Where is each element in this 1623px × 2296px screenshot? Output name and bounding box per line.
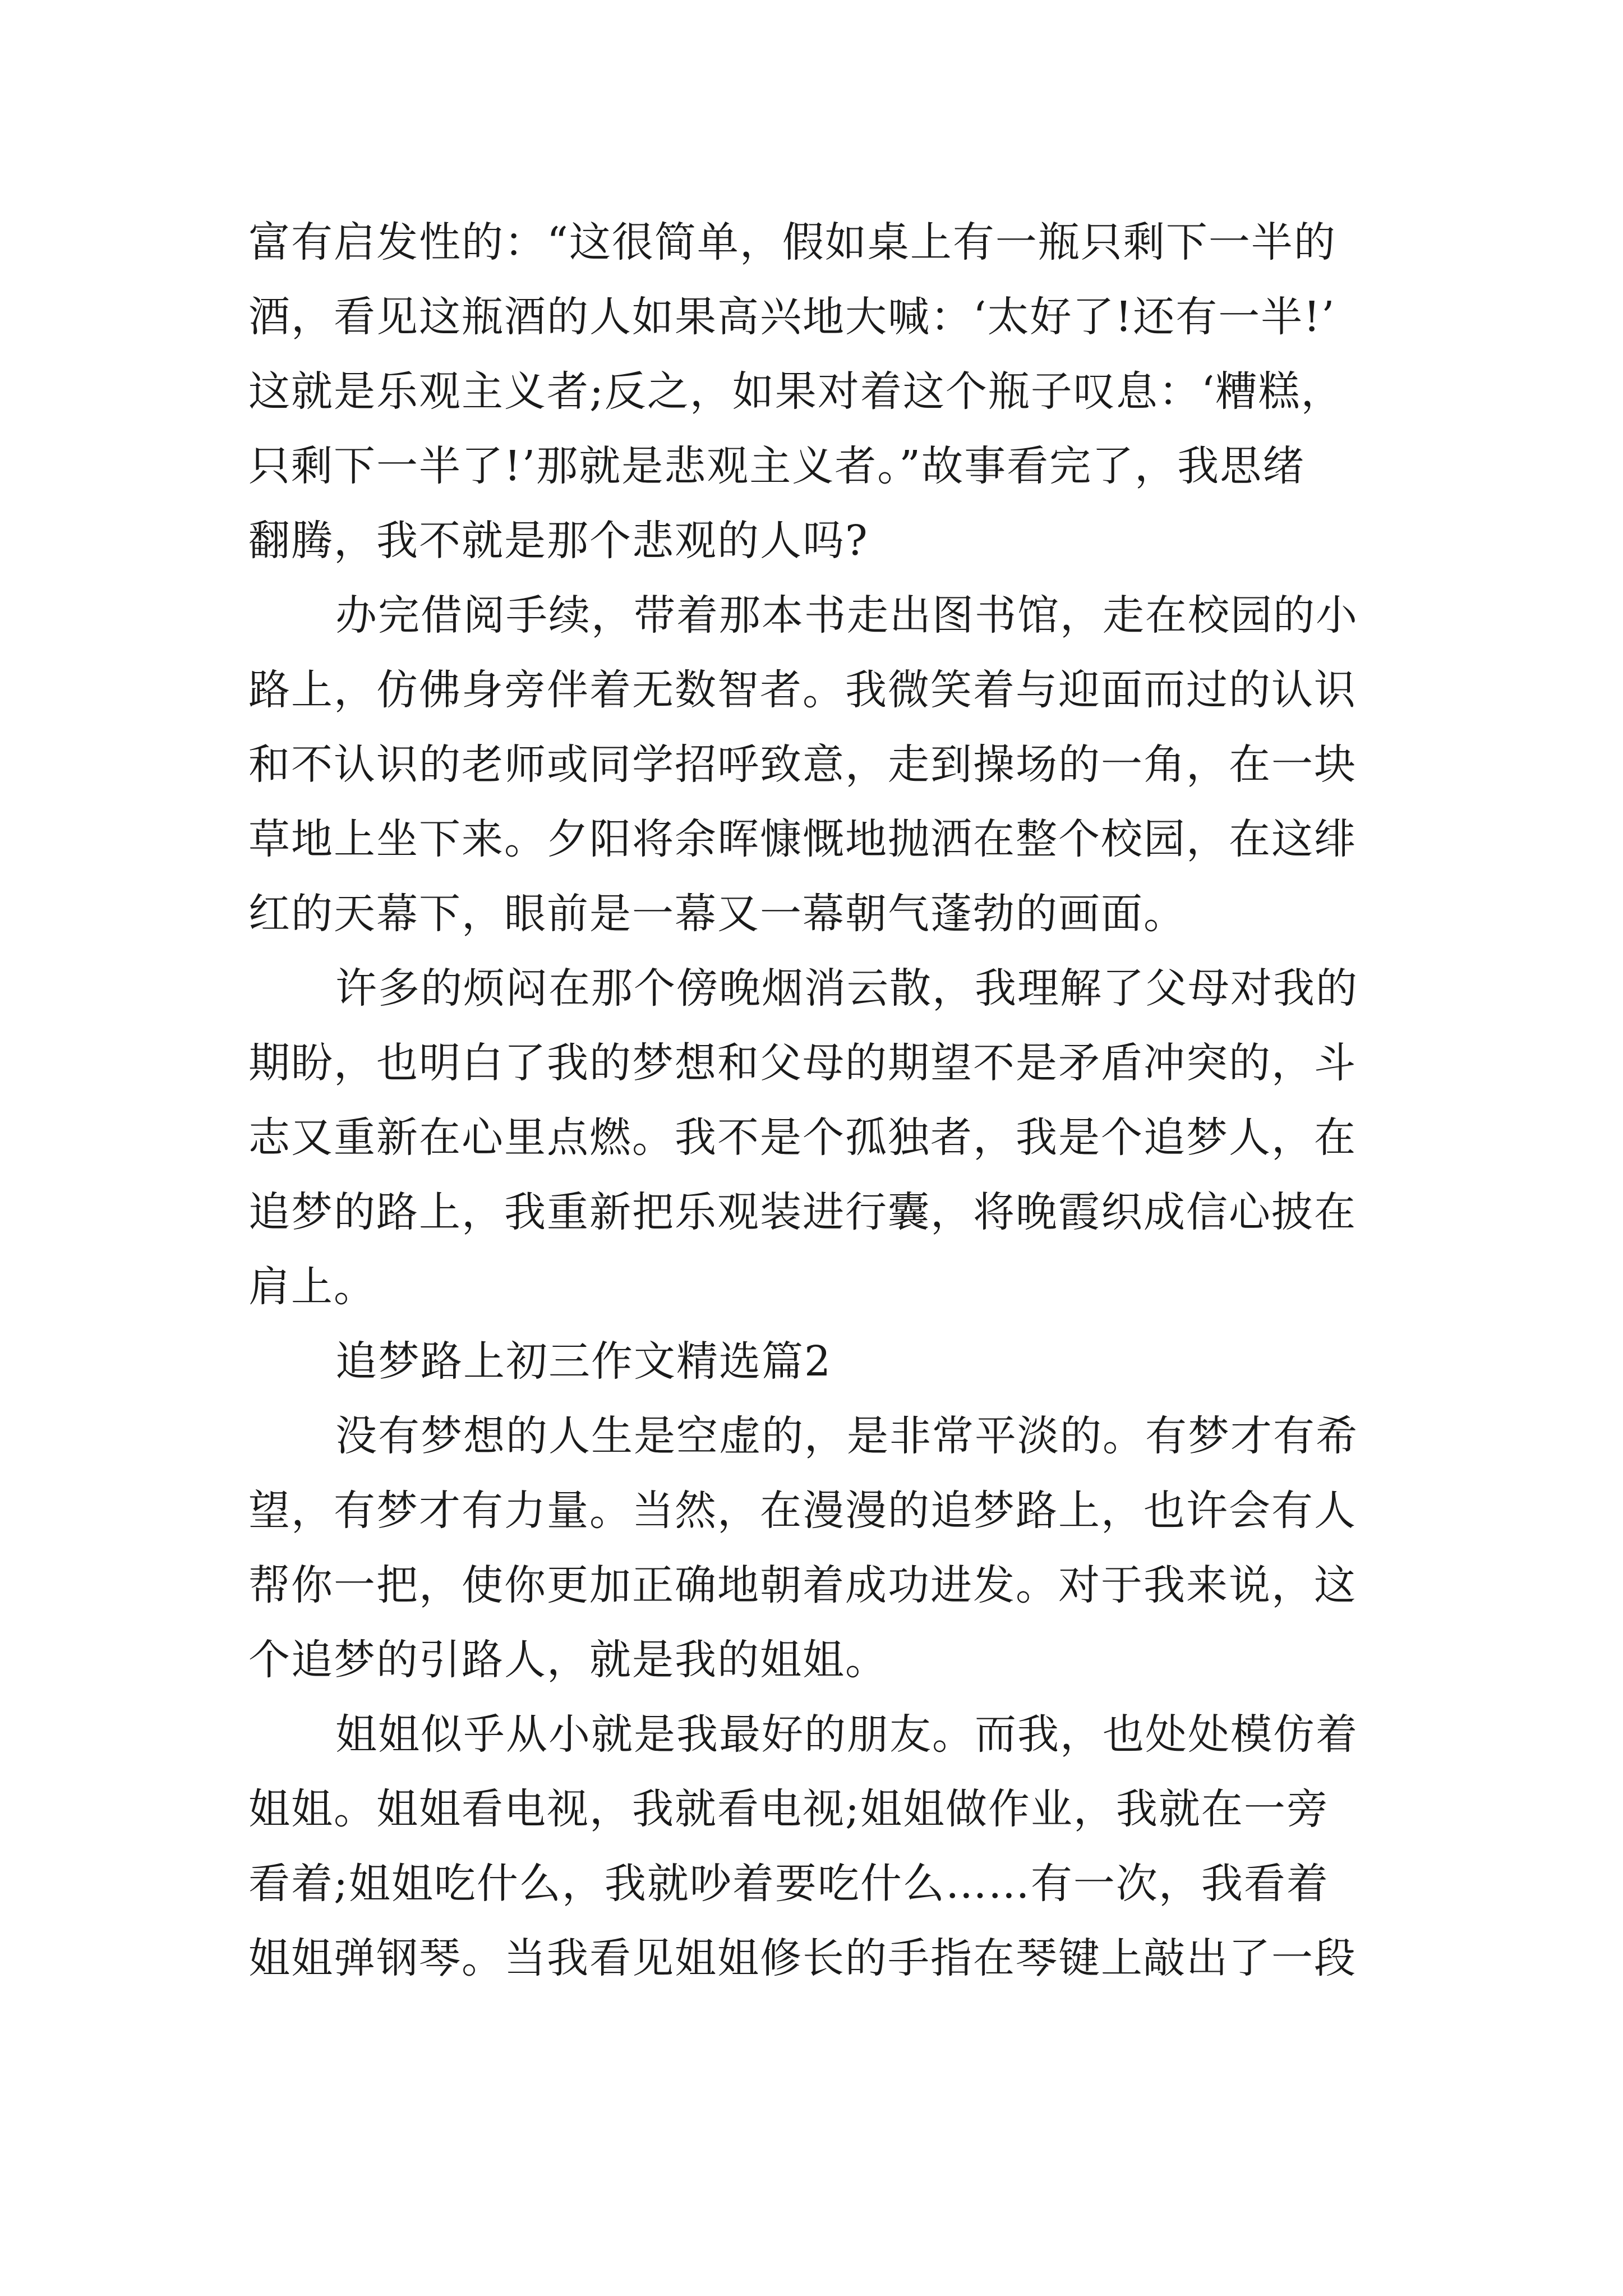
text-line: 只剩下一半了!’那就是悲观主义者。”故事看完了，我思绪 [248,442,1306,490]
text-line: 期盼，也明白了我的梦想和父母的期望不是矛盾冲突的，斗 [248,1039,1357,1087]
text-line: 姐姐弹钢琴。当我看见姐姐修长的手指在琴键上敲出了一段 [248,1934,1357,1982]
text-line: 酒，看见这瓶酒的人如果高兴地大喊：‘太好了!还有一半!’ [248,293,1336,341]
text-line: 看着;姐姐吃什么，我就吵着要吃什么……有一次，我看着 [248,1860,1329,1908]
paragraph-first-line: 办完借阅手续，带着那本书走出图书馆，走在校园的小 [335,591,1358,639]
text-line: 路上，仿佛身旁伴着无数智者。我微笑着与迎面而过的认识 [248,666,1357,714]
text-line: 个追梦的引路人，就是我的姐姐。 [248,1636,888,1684]
text-line: 望，有梦才有力量。当然，在漫漫的追梦路上，也许会有人 [248,1487,1357,1535]
text-line: 草地上坐下来。夕阳将余晖慷慨地抛洒在整个校园，在这绯 [248,815,1357,863]
paragraph-first-line: 姐姐似乎从小就是我最好的朋友。而我，也处处模仿着 [335,1710,1358,1759]
text-line: 这就是乐观主义者;反之，如果对着这个瓶子叹息：‘糟糕， [248,367,1344,416]
text-line: 姐姐。姐姐看电视，我就看电视;姐姐做作业，我就在一旁 [248,1785,1329,1833]
text-line: 富有启发性的：“这很简单，假如桌上有一瓶只剩下一半的 [248,218,1336,266]
text-line: 志又重新在心里点燃。我不是个孤独者，我是个追梦人，在 [248,1114,1357,1162]
paragraph-first-line: 许多的烦闷在那个傍晚烟消云散，我理解了父母对我的 [335,964,1358,1013]
text-line: 翻腾，我不就是那个悲观的人吗? [248,517,869,565]
text-line: 追梦的路上，我重新把乐观装进行囊，将晚霞织成信心披在 [248,1188,1357,1236]
paragraph-first-line: 没有梦想的人生是空虚的，是非常平淡的。有梦才有希 [335,1412,1358,1460]
text-line: 和不认识的老师或同学招呼致意，走到操场的一角，在一块 [248,740,1357,789]
section-heading: 追梦路上初三作文精选篇2 [335,1337,832,1386]
text-line: 红的天幕下，眼前是一幕又一幕朝气蓬勃的画面。 [248,890,1186,938]
text-line: 帮你一把，使你更加正确地朝着成功进发。对于我来说，这 [248,1561,1357,1609]
text-line: 肩上。 [248,1263,376,1311]
